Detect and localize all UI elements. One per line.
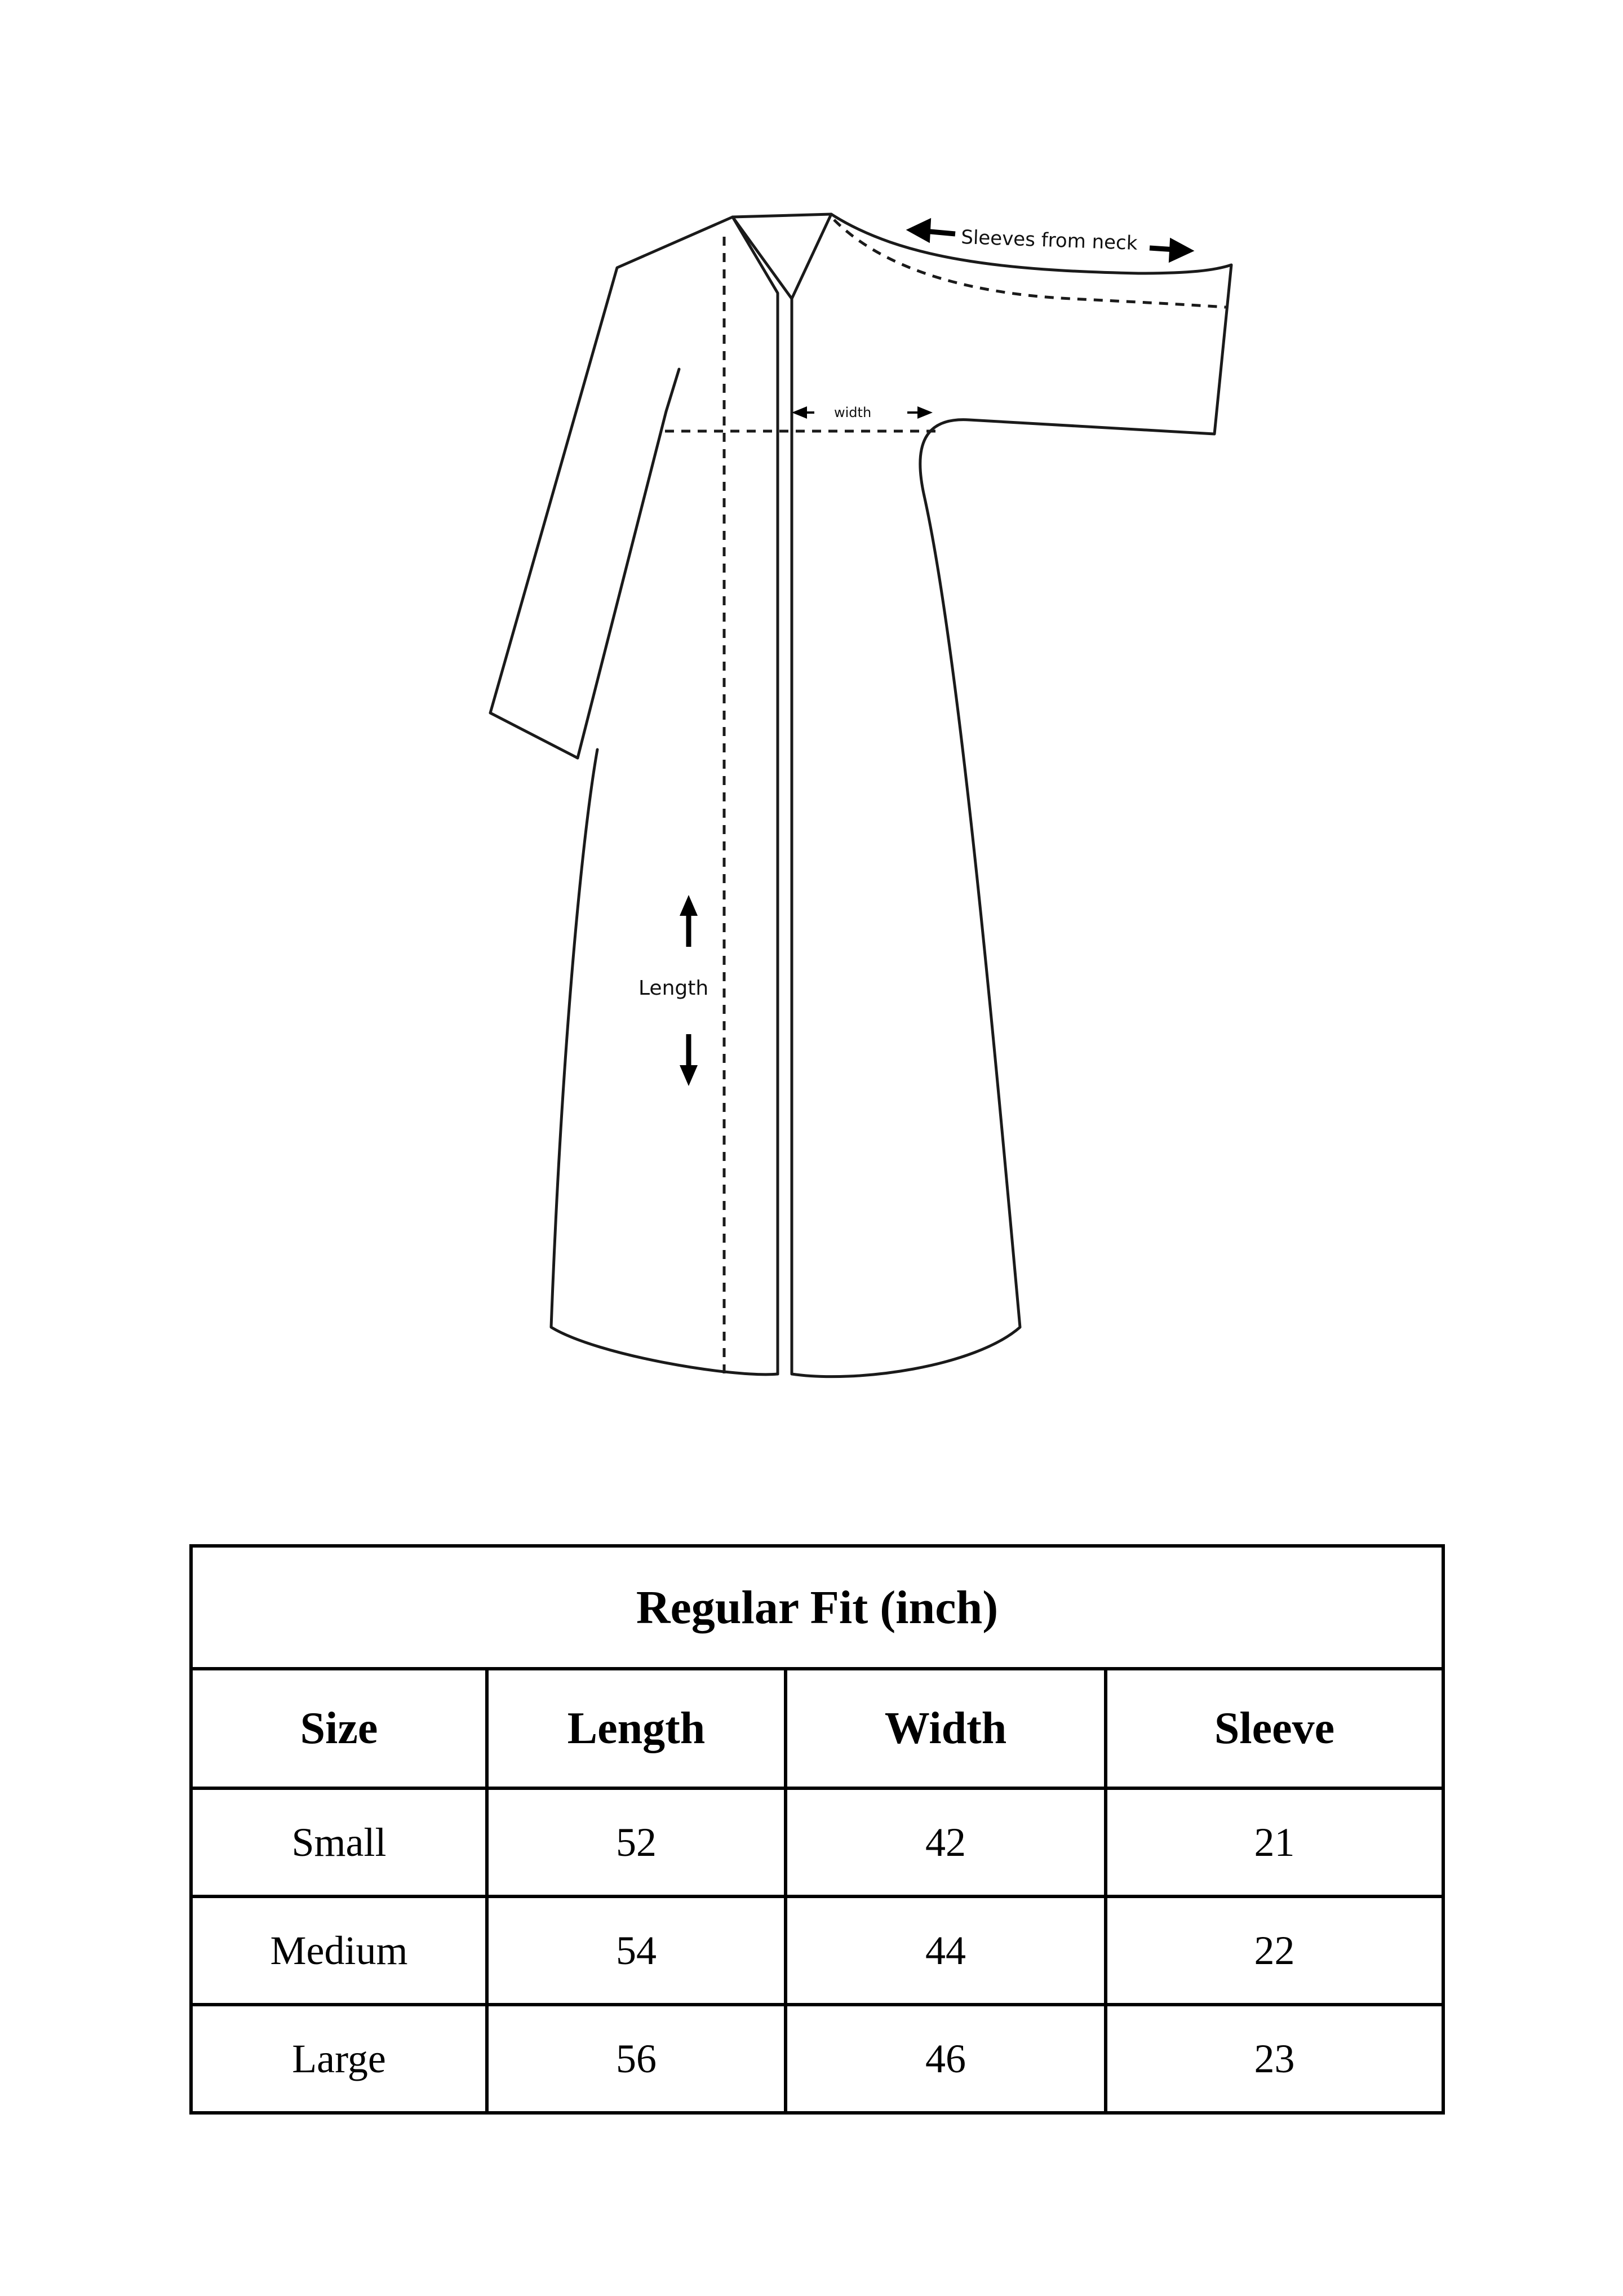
neckline [733,214,831,299]
sleeve-label: Sleeves from neck [960,226,1138,255]
header-length: Length [487,1669,786,1788]
cell-sleeve: 21 [1106,1788,1443,1896]
header-sleeve: Sleeve [1106,1669,1443,1788]
table-row [191,2005,1443,2113]
table-header-row [191,1669,1443,1788]
table-row [191,1896,1443,2005]
cell-width: 44 [786,1896,1106,2005]
cell-sleeve: 22 [1106,1896,1443,2005]
left-body-outline [551,750,778,1375]
left-front-edge [733,217,778,1374]
cell-size: Small [191,1788,487,1896]
table-row [191,1788,1443,1896]
header-width: Width [786,1669,1106,1788]
cell-length: 54 [487,1896,786,2005]
cell-length: 52 [487,1788,786,1896]
length-label: Length [638,977,709,1000]
left-sleeve-outline [490,217,733,758]
cell-length: 56 [487,2005,786,2113]
table-title-row [191,1546,1443,1669]
table-title: Regular Fit (inch) [191,1546,1443,1669]
width-label: width [834,405,872,420]
cell-width: 42 [786,1788,1106,1896]
size-chart-table [189,1544,1445,2115]
cell-size: Medium [191,1896,487,2005]
cell-width: 46 [786,2005,1106,2113]
header-size: Size [191,1669,487,1788]
cell-sleeve: 23 [1106,2005,1443,2113]
cell-size: Large [191,2005,487,2113]
right-body-outline [792,496,1020,1377]
left-sleeve-fold [578,369,679,758]
